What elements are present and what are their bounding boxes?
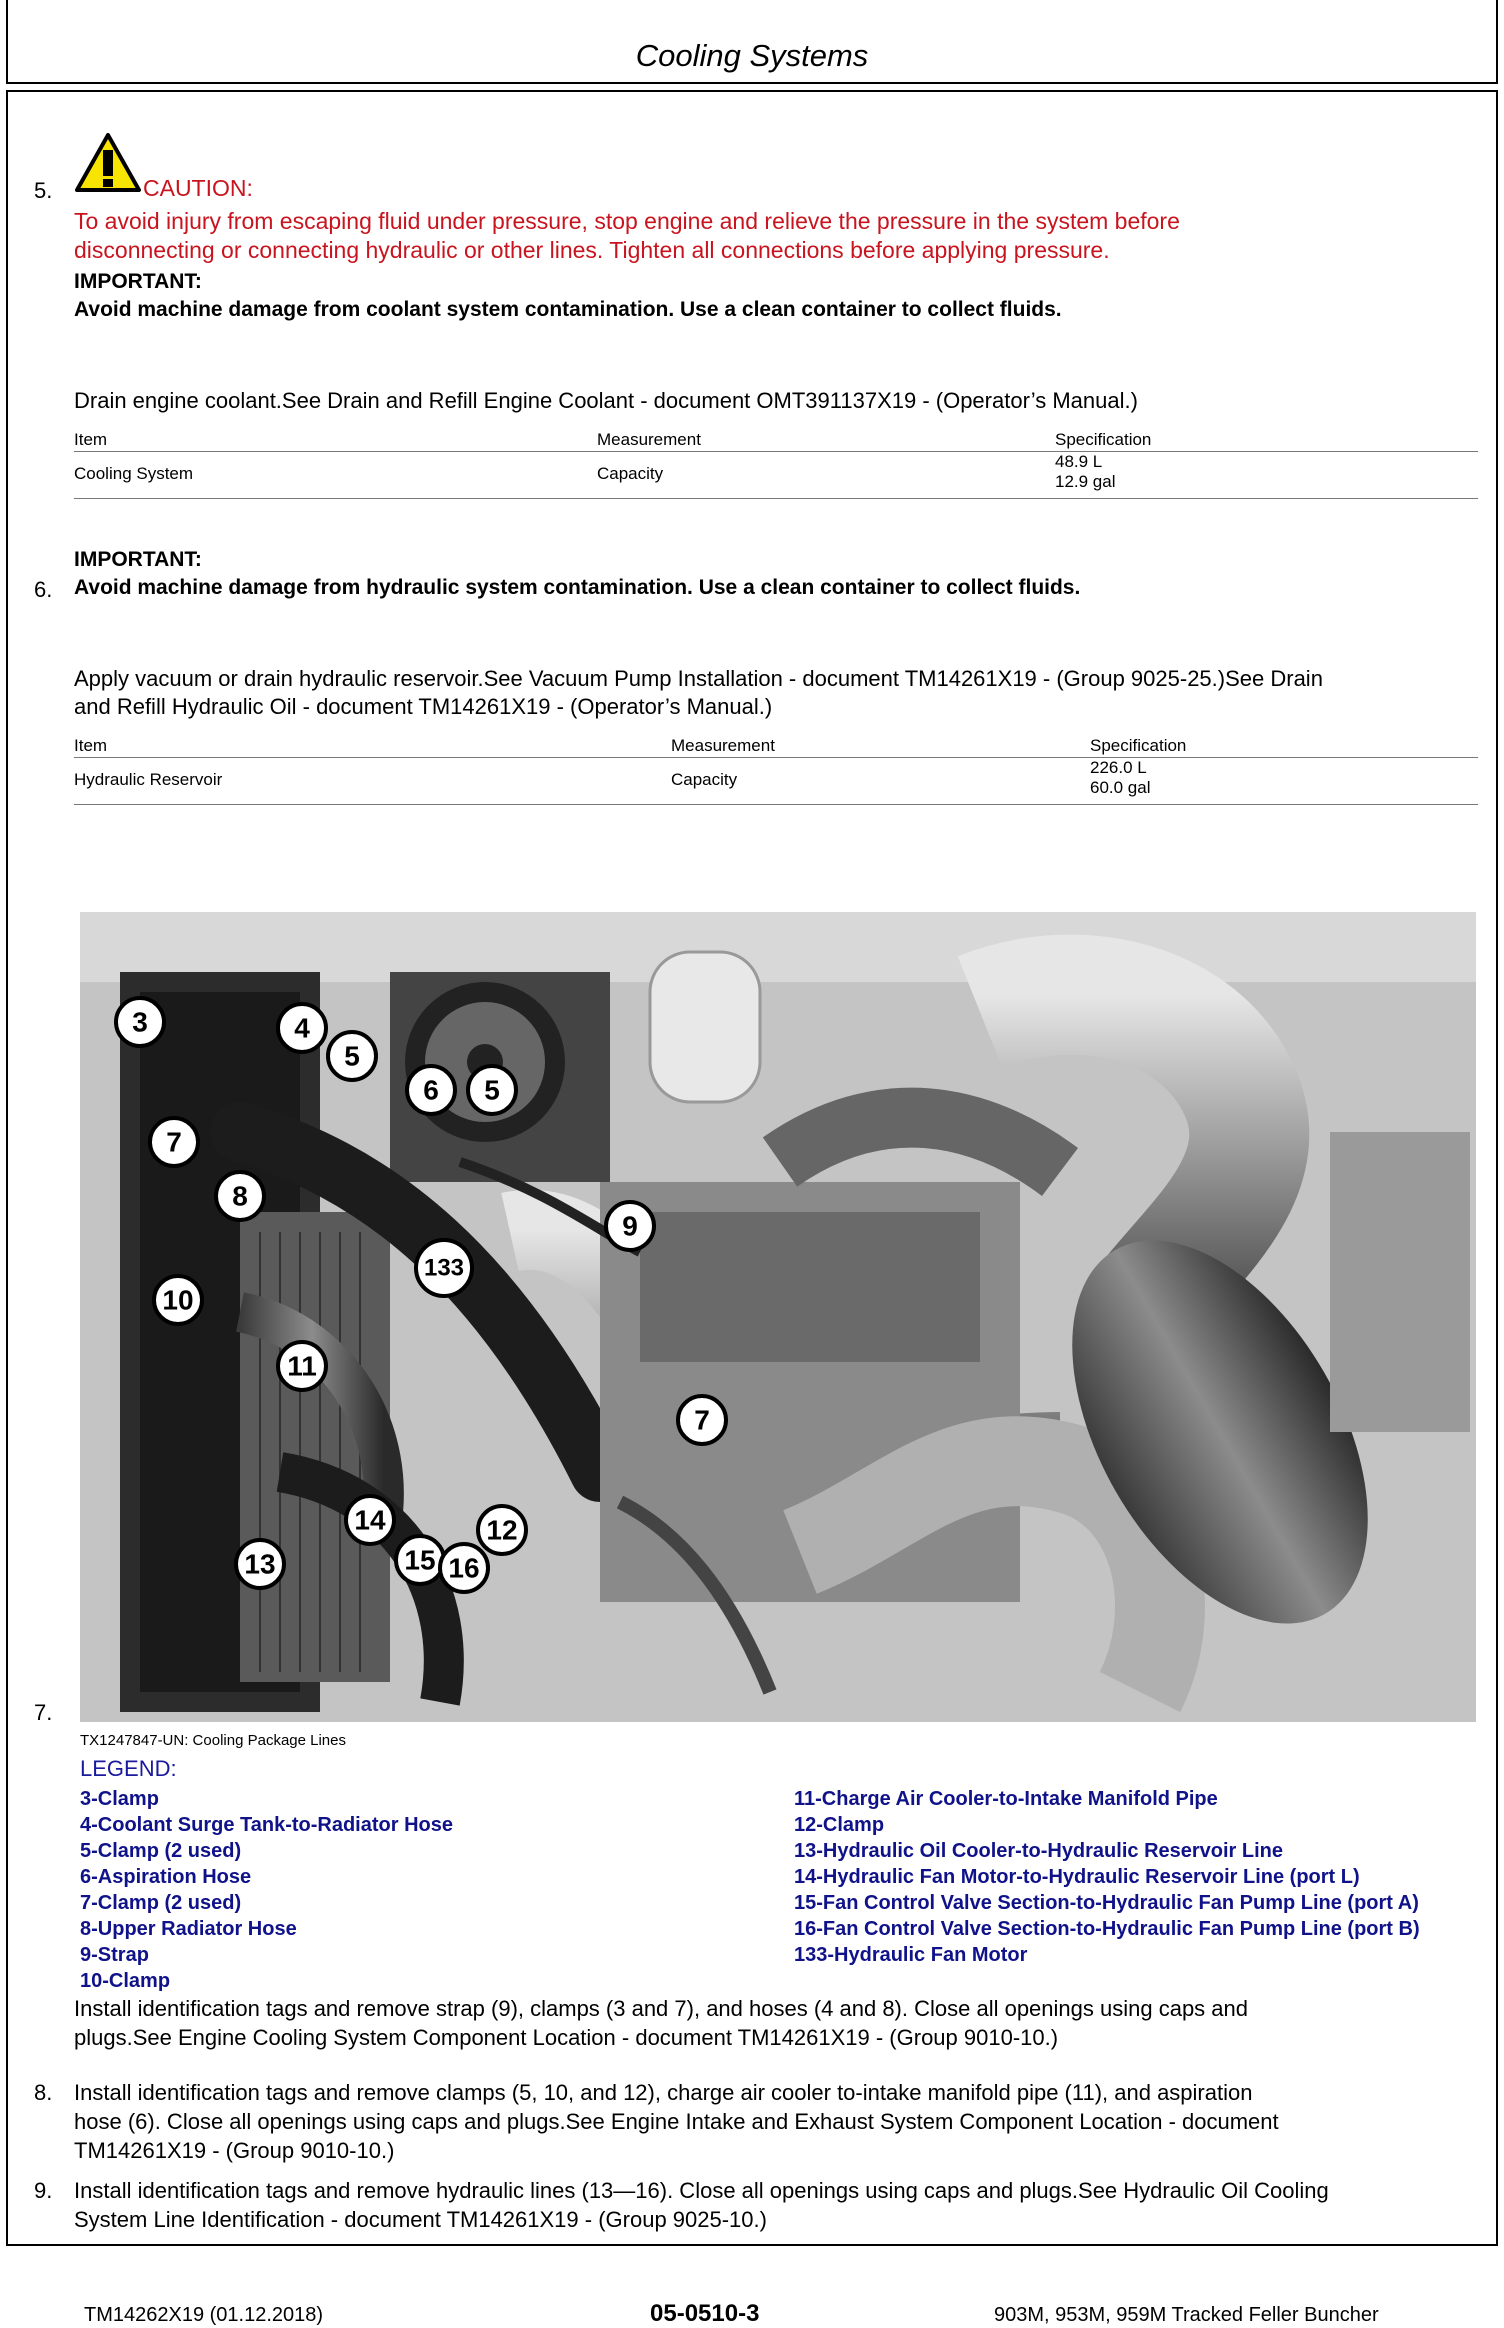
footer-page-number: 05-0510-3 — [650, 2300, 760, 2327]
svg-text:12: 12 — [486, 1514, 518, 1546]
step-5-instruction: Drain engine coolant.See Drain and Refill Engine Coolant - document OMT391137X19 - (Operator’s Manual.) — [74, 388, 1138, 413]
table-cell-measurement: Capacity — [671, 770, 738, 789]
legend-item: 4-Coolant Surge Tank-to-Radiator Hose — [80, 1814, 453, 1836]
spec-table-cooling — [74, 428, 1478, 500]
svg-text:3: 3 — [132, 1006, 148, 1038]
callout-5 — [328, 1032, 376, 1080]
legend-item: 9-Strap — [80, 1944, 149, 1966]
svg-text:8: 8 — [232, 1180, 248, 1212]
svg-text:10: 10 — [162, 1284, 194, 1316]
step-8-text — [74, 2078, 1480, 2165]
step-7-number: 7. — [34, 1700, 53, 1725]
step-8-text-line-1: Install identification tags and remove clamps (5, 10, and 12), charge air cooler to-intake manifold pipe (11), and aspiration — [74, 2080, 1253, 2105]
callout-7-second — [678, 1396, 726, 1444]
step-6-instruction — [74, 665, 1480, 721]
legend-item: 13-Hydraulic Oil Cooler-to-Hydraulic Reservoir Line — [794, 1840, 1284, 1862]
legend-item: 6-Aspiration Hose — [80, 1866, 252, 1888]
spec-table-hydraulic — [74, 734, 1478, 806]
svg-text:9: 9 — [622, 1210, 638, 1242]
table-cell-specification — [1090, 758, 1151, 798]
legend-item: 14-Hydraulic Fan Motor-to-Hydraulic Reservoir Line (port L) — [794, 1866, 1360, 1888]
callout-14 — [346, 1496, 394, 1544]
svg-text:7: 7 — [166, 1126, 182, 1158]
callout-3 — [116, 998, 164, 1046]
legend-item: 7-Clamp (2 used) — [80, 1892, 242, 1914]
footer-model: 903M, 953M, 959M Tracked Feller Buncher — [994, 2304, 1379, 2326]
callout-7 — [150, 1118, 198, 1166]
legend-item: 12-Clamp — [794, 1814, 885, 1836]
callout-16 — [440, 1544, 488, 1592]
caution-text-line-2: disconnecting or connecting hydraulic or other lines. Tighten all connections before applying pressure. — [74, 237, 1110, 263]
svg-text:15: 15 — [404, 1544, 436, 1576]
svg-text:4: 4 — [294, 1012, 310, 1044]
step-9-text-line-1: Install identification tags and remove hydraulic lines (13—16). Close all openings using caps and plugs.See Hydraulic Oil Cooling — [74, 2178, 1329, 2203]
callout-12 — [478, 1506, 526, 1554]
important-label: IMPORTANT: — [74, 270, 202, 293]
legend-item: 10-Clamp — [80, 1970, 171, 1992]
svg-text:5: 5 — [484, 1074, 500, 1106]
step-9-text — [74, 2176, 1480, 2234]
caution-label: CAUTION: — [143, 175, 253, 201]
figure-caption: TX1247847-UN: Cooling Package Lines — [80, 1732, 346, 1749]
table-cell-item: Cooling System — [74, 464, 194, 483]
important-text: Avoid machine damage from hydraulic system contamination. Use a clean container to collect fluids. — [74, 576, 1081, 599]
step-6-instruction-line-2: and Refill Hydraulic Oil - document TM14261X19 - (Operator’s Manual.) — [74, 694, 773, 719]
svg-text:16: 16 — [448, 1552, 480, 1584]
step-6-number: 6. — [34, 577, 53, 602]
callout-10 — [154, 1276, 202, 1324]
table-cell-measurement: Capacity — [597, 464, 664, 483]
svg-text:11: 11 — [287, 1350, 317, 1382]
svg-text:6: 6 — [423, 1074, 439, 1106]
svg-text:133: 133 — [423, 1254, 465, 1282]
important-text: Avoid machine damage from coolant system contamination. Use a clean container to collect fluids. — [74, 298, 1062, 321]
step-9-text-line-2: System Line Identification - document TM14261X19 - (Group 9025-10.) — [74, 2207, 767, 2232]
table-header-specification: Specification — [1090, 736, 1187, 755]
important-label: IMPORTANT: — [74, 548, 202, 571]
spec-value-gallons: 60.0 gal — [1090, 778, 1151, 797]
step-6-instruction-line-1: Apply vacuum or drain hydraulic reservoir.See Vacuum Pump Installation - document TM14261X19 - (Group 9025-25.)See Drain — [74, 666, 1323, 691]
table-header-measurement: Measurement — [597, 430, 701, 449]
legend-item: 133-Hydraulic Fan Motor — [794, 1944, 1028, 1966]
spec-value-liters: 226.0 L — [1090, 758, 1147, 777]
callout-8 — [216, 1172, 264, 1220]
legend-item: 15-Fan Control Valve Section-to-Hydraulic Fan Pump Line (port A) — [794, 1892, 1419, 1914]
step-7-instruction-line-2: plugs.See Engine Cooling System Component Location - document TM14261X19 - (Group 9010-10.) — [74, 2025, 1059, 2050]
footer-doc-id: TM14262X19 (01.12.2018) — [84, 2304, 324, 2326]
table-header-item: Item — [74, 736, 108, 755]
svg-text:13: 13 — [244, 1548, 276, 1580]
callout-9 — [606, 1202, 654, 1250]
caution-text — [74, 207, 1480, 265]
step-7-instruction-line-1: Install identification tags and remove strap (9), clamps (3 and 7), and hoses (4 and 8). Close all openings using caps and — [74, 1996, 1248, 2021]
table-header-specification: Specification — [1055, 430, 1152, 449]
page-header — [6, 0, 1498, 84]
engine-cooling-photo — [80, 912, 1476, 1722]
table-cell-specification — [1055, 452, 1116, 492]
legend-item: 5-Clamp (2 used) — [80, 1840, 242, 1862]
page-title: Cooling Systems — [635, 38, 869, 73]
step-5-number: 5. — [34, 178, 53, 203]
callout-4 — [278, 1004, 326, 1052]
callout-15 — [396, 1536, 444, 1584]
callout-13 — [236, 1540, 284, 1588]
legend-label: LEGEND: — [80, 1756, 177, 1781]
step-8-text-line-3: TM14261X19 - (Group 9010-10.) — [74, 2138, 395, 2163]
callout-133 — [416, 1240, 472, 1296]
step-8-text-line-2: hose (6). Close all openings using caps and plugs.See Engine Intake and Exhaust System Component Location - document — [74, 2109, 1279, 2134]
spec-value-gallons: 12.9 gal — [1055, 472, 1116, 491]
table-cell-item: Hydraulic Reservoir — [74, 770, 223, 789]
warning-triangle-icon — [74, 132, 142, 194]
callout-5-second — [468, 1066, 516, 1114]
legend-item: 3-Clamp — [80, 1788, 159, 1810]
svg-text:5: 5 — [344, 1040, 360, 1072]
legend-item: 8-Upper Radiator Hose — [80, 1918, 297, 1940]
caution-text-line-1: To avoid injury from escaping fluid under pressure, stop engine and relieve the pressure in the system before — [74, 208, 1180, 234]
callout-6 — [407, 1066, 455, 1114]
callout-11 — [278, 1342, 326, 1390]
legend-item: 11-Charge Air Cooler-to-Intake Manifold Pipe — [794, 1788, 1218, 1810]
legend-item: 16-Fan Control Valve Section-to-Hydraulic Fan Pump Line (port B) — [794, 1918, 1420, 1940]
svg-text:14: 14 — [354, 1504, 386, 1536]
figure-callouts — [80, 912, 1476, 1722]
step-8-number: 8. — [34, 2080, 53, 2105]
step-9-number: 9. — [34, 2178, 53, 2203]
step-7-instruction — [74, 1994, 1480, 2052]
table-header-item: Item — [74, 430, 108, 449]
table-header-measurement: Measurement — [671, 736, 775, 755]
spec-value-liters: 48.9 L — [1055, 452, 1103, 471]
svg-text:7: 7 — [694, 1404, 710, 1436]
